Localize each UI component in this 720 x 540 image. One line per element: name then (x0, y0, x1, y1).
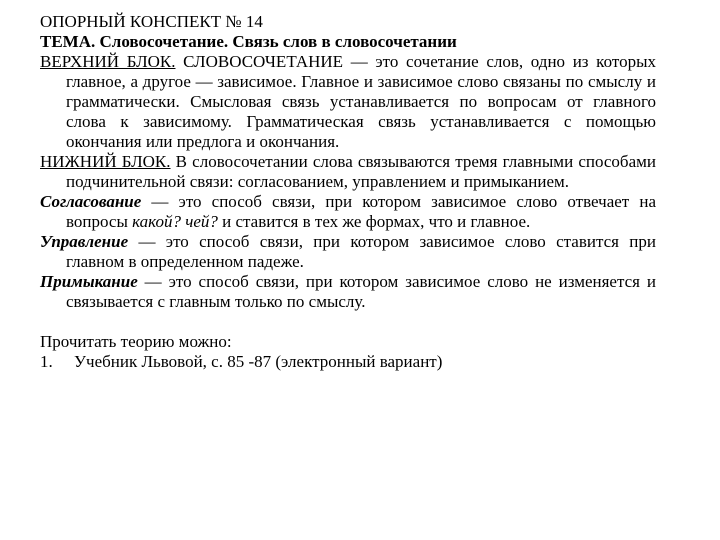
agreement-paragraph (40, 192, 656, 232)
list-item-number: 1. (40, 352, 53, 371)
agreement-term: Согласование (40, 192, 142, 211)
adjunction-text: — это способ связи, при котором зависимое слово не изменяется и связывается с главным только по смыслу. (66, 272, 656, 311)
government-term: Управление (40, 232, 129, 251)
list-item-text: Учебник Львовой, с. 85 -87 (электронный вариант) (74, 352, 443, 371)
upper-block-text: СЛОВОСОЧЕТАНИЕ — это сочетание слов, одно из которых главное, а другое — зависимое. Главное и зависимое слово связаны по смыслу и грамматически. Смысловая связь устанавливается по вопросам от главного слова к зависимому. Грамматическая связь устанавливается с помощью окончания или предлога и окончания. (66, 52, 656, 151)
upper-block-label: ВЕРХНИЙ БЛОК. (40, 52, 176, 71)
lower-block-label: НИЖНИЙ БЛОК. (40, 152, 171, 171)
agreement-text-after: и ставится в тех же формах, что и главное. (217, 212, 531, 231)
government-text: — это способ связи, при котором зависимое слово ставится при главном в определенном падеже. (66, 232, 656, 271)
lower-block-text: В словосочетании слова связываются тремя главными способами подчинительной связи: согласованием, управлением и примыканием. (66, 152, 656, 191)
spacer (40, 312, 656, 332)
government-paragraph (40, 232, 656, 272)
agreement-questions: какой? чей? (132, 212, 218, 231)
upper-block-paragraph (40, 52, 656, 152)
document-title: ОПОРНЫЙ КОНСПЕКТ № 14 (40, 12, 263, 31)
agreement-text-before: — это способ связи, при котором зависимое слово отвечает на вопросы (66, 192, 656, 231)
adjunction-paragraph (40, 272, 656, 312)
reading-intro: Прочитать теорию можно: (40, 332, 232, 351)
list-item (40, 352, 656, 372)
topic-heading: ТЕМА. Словосочетание. Связь слов в словосочетании (40, 32, 457, 51)
adjunction-term: Примыкание (40, 272, 138, 291)
lower-block-paragraph (40, 152, 656, 192)
